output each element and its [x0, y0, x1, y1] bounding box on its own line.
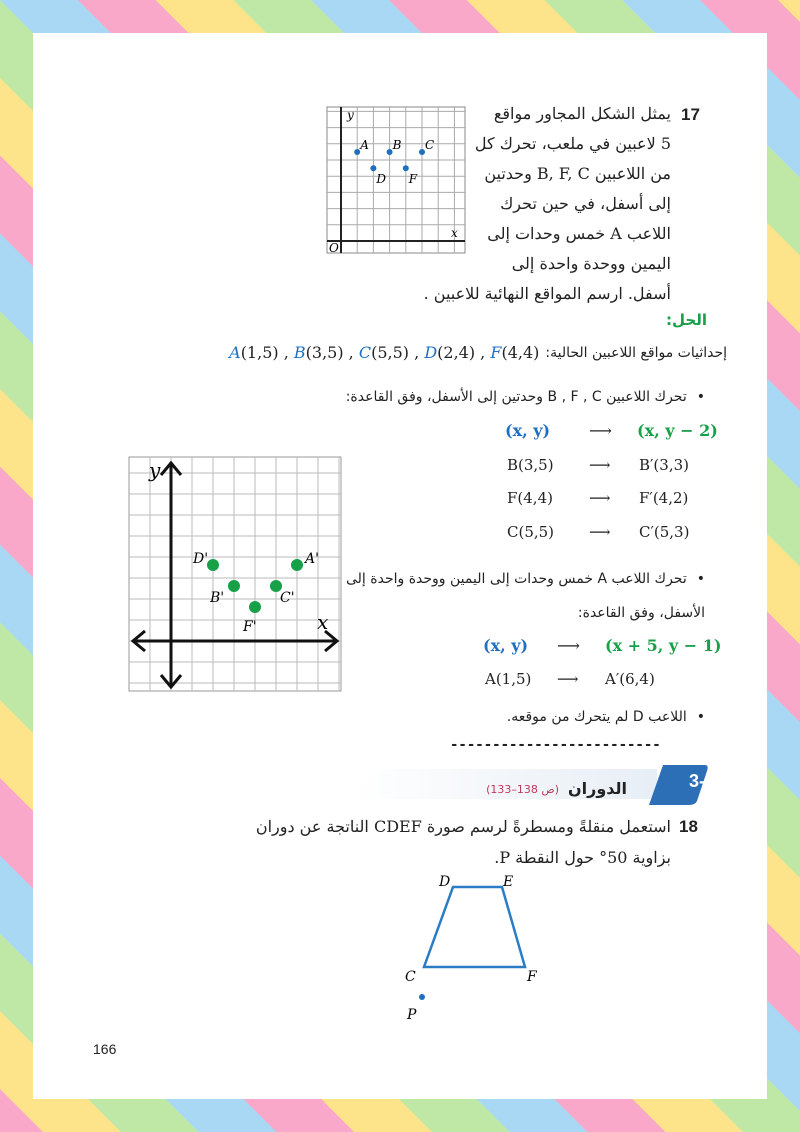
coord-name: D: [424, 343, 438, 362]
question-17-number: 17: [681, 105, 700, 124]
question-18-number: 18: [679, 817, 698, 836]
rule-2-to: (x + 5, y − 1): [605, 636, 722, 655]
small-axis-y-label: y: [347, 108, 354, 122]
big-point-label: B': [210, 590, 225, 606]
q17-line: من اللاعبين B, F, C وحدتين: [484, 164, 671, 183]
rule-1: [505, 421, 718, 440]
small-point-f: [403, 165, 409, 171]
move-from: B(3,5): [507, 456, 554, 474]
big-point-label: A': [305, 551, 319, 567]
q17-line: أسفل. ارسم المواقع النهائية للاعبين .: [423, 284, 671, 303]
label-p: P: [407, 1007, 417, 1023]
move-to: B′(3,3): [639, 456, 689, 474]
divider: -------------------------: [450, 737, 661, 753]
move-row-a: [485, 670, 655, 688]
coord-name: F: [490, 343, 502, 362]
coord-value: (5,5): [371, 343, 410, 362]
move-arrow: ⟶: [589, 456, 611, 474]
big-point-f-prime: [249, 601, 261, 613]
coord-value: (2,4): [437, 343, 476, 362]
point-p: [419, 994, 425, 1000]
rule-2-arrow: ⟶: [557, 636, 580, 655]
big-point-label: C': [280, 590, 295, 606]
small-coordinate-grid: [327, 107, 465, 253]
move-row: [507, 523, 689, 541]
section-title: الدوران: [567, 779, 627, 798]
bullet-2-line-1: • تحرك اللاعب A خمس وحدات إلى اليمين ووحدة واحدة إلى: [345, 571, 705, 587]
page: [33, 33, 767, 1099]
label-e: E: [503, 874, 514, 890]
rule-1-to: (x, y − 2): [637, 421, 718, 440]
small-point-label: D: [376, 172, 387, 187]
big-axis-y-label: y: [149, 458, 161, 482]
small-point-label: A: [360, 138, 369, 152]
big-point-label: D': [193, 551, 209, 567]
move-to: F′(4,2): [639, 489, 689, 507]
label-c: C: [405, 969, 416, 985]
bullet-3: • اللاعب D لم يتحرك من موقعه.: [405, 709, 705, 725]
q18-line-1: استعمل منقلةً ومسطرةً لرسم صورة CDEF الناتجة عن دوران: [255, 817, 671, 836]
big-point-label: F': [243, 619, 257, 635]
small-origin-label: O: [329, 241, 339, 255]
big-point-d-prime: [207, 559, 219, 571]
solution-label: الحل:: [666, 311, 707, 329]
coords-list: A(1,5) , B(3,5) , C(5,5) , D(2,4) , F(4,4): [229, 343, 540, 362]
move-arrow: ⟶: [589, 489, 611, 507]
big-point-b-prime: [228, 580, 240, 592]
section-pages: (ص 138–133): [486, 783, 559, 796]
rule-2: [483, 636, 721, 655]
q18-line-2: بزاوية 50° حول النقطة P.: [494, 848, 671, 867]
move-row: [507, 456, 689, 474]
coord-value: (1,5): [240, 343, 279, 362]
coords-row: [167, 343, 727, 362]
small-point-label: B: [392, 138, 402, 152]
q17-line: إلى أسفل، في حين تحرك: [500, 194, 671, 213]
q17-line: اللاعب A خمس وحدات إلى: [487, 224, 671, 243]
coord-name: B: [293, 343, 306, 362]
move-from: C(5,5): [507, 523, 555, 541]
coord-value: (4,4): [501, 343, 540, 362]
q17-line: 5 لاعبين في ملعب، تحرك كل: [474, 134, 671, 153]
page-number: 166: [93, 1041, 117, 1057]
bullet-2-line-2: الأسفل، وفق القاعدة:: [577, 605, 705, 621]
section-number: 3-3: [688, 771, 715, 791]
label-d: D: [439, 874, 451, 890]
coords-label: إحداثيات مواقع اللاعبين الحالية:: [545, 344, 727, 361]
coord-value: (3,5): [305, 343, 344, 362]
move-row: [507, 489, 688, 507]
bullet-1: • تحرك اللاعبين B , F , C وحدتين إلى الأسفل، وفق القاعدة:: [285, 389, 705, 405]
move-to: C′(5,3): [639, 523, 690, 541]
coord-name: C: [358, 343, 372, 362]
move-from: A(1,5): [485, 670, 532, 688]
rule-2-from: (x, y): [483, 636, 529, 655]
q17-line: يمثل الشكل المجاور مواقع: [493, 104, 671, 123]
rule-1-from: (x, y): [505, 421, 551, 440]
small-point-d: [370, 165, 376, 171]
trapezoid-figure: [403, 874, 583, 1023]
coord-name: A: [229, 343, 241, 362]
small-axis-x-label: x: [451, 226, 458, 240]
move-from: F(4,4): [507, 489, 553, 507]
move-arrow: ⟶: [589, 523, 611, 541]
q17-line: اليمين ووحدة واحدة إلى: [511, 254, 671, 273]
small-point-label: C: [425, 138, 435, 152]
question-18-text: [251, 811, 671, 873]
big-point-a-prime: [291, 559, 303, 571]
small-point-label: F: [408, 172, 418, 187]
big-axis-x-label: x: [317, 610, 329, 634]
move-to: A′(6,4): [605, 670, 655, 688]
big-coordinate-grid: [129, 457, 341, 691]
rule-1-arrow: ⟶: [589, 421, 612, 440]
move-arrow: ⟶: [557, 670, 579, 688]
label-f: F: [527, 969, 537, 985]
trapezoid-cdef: [424, 887, 525, 967]
